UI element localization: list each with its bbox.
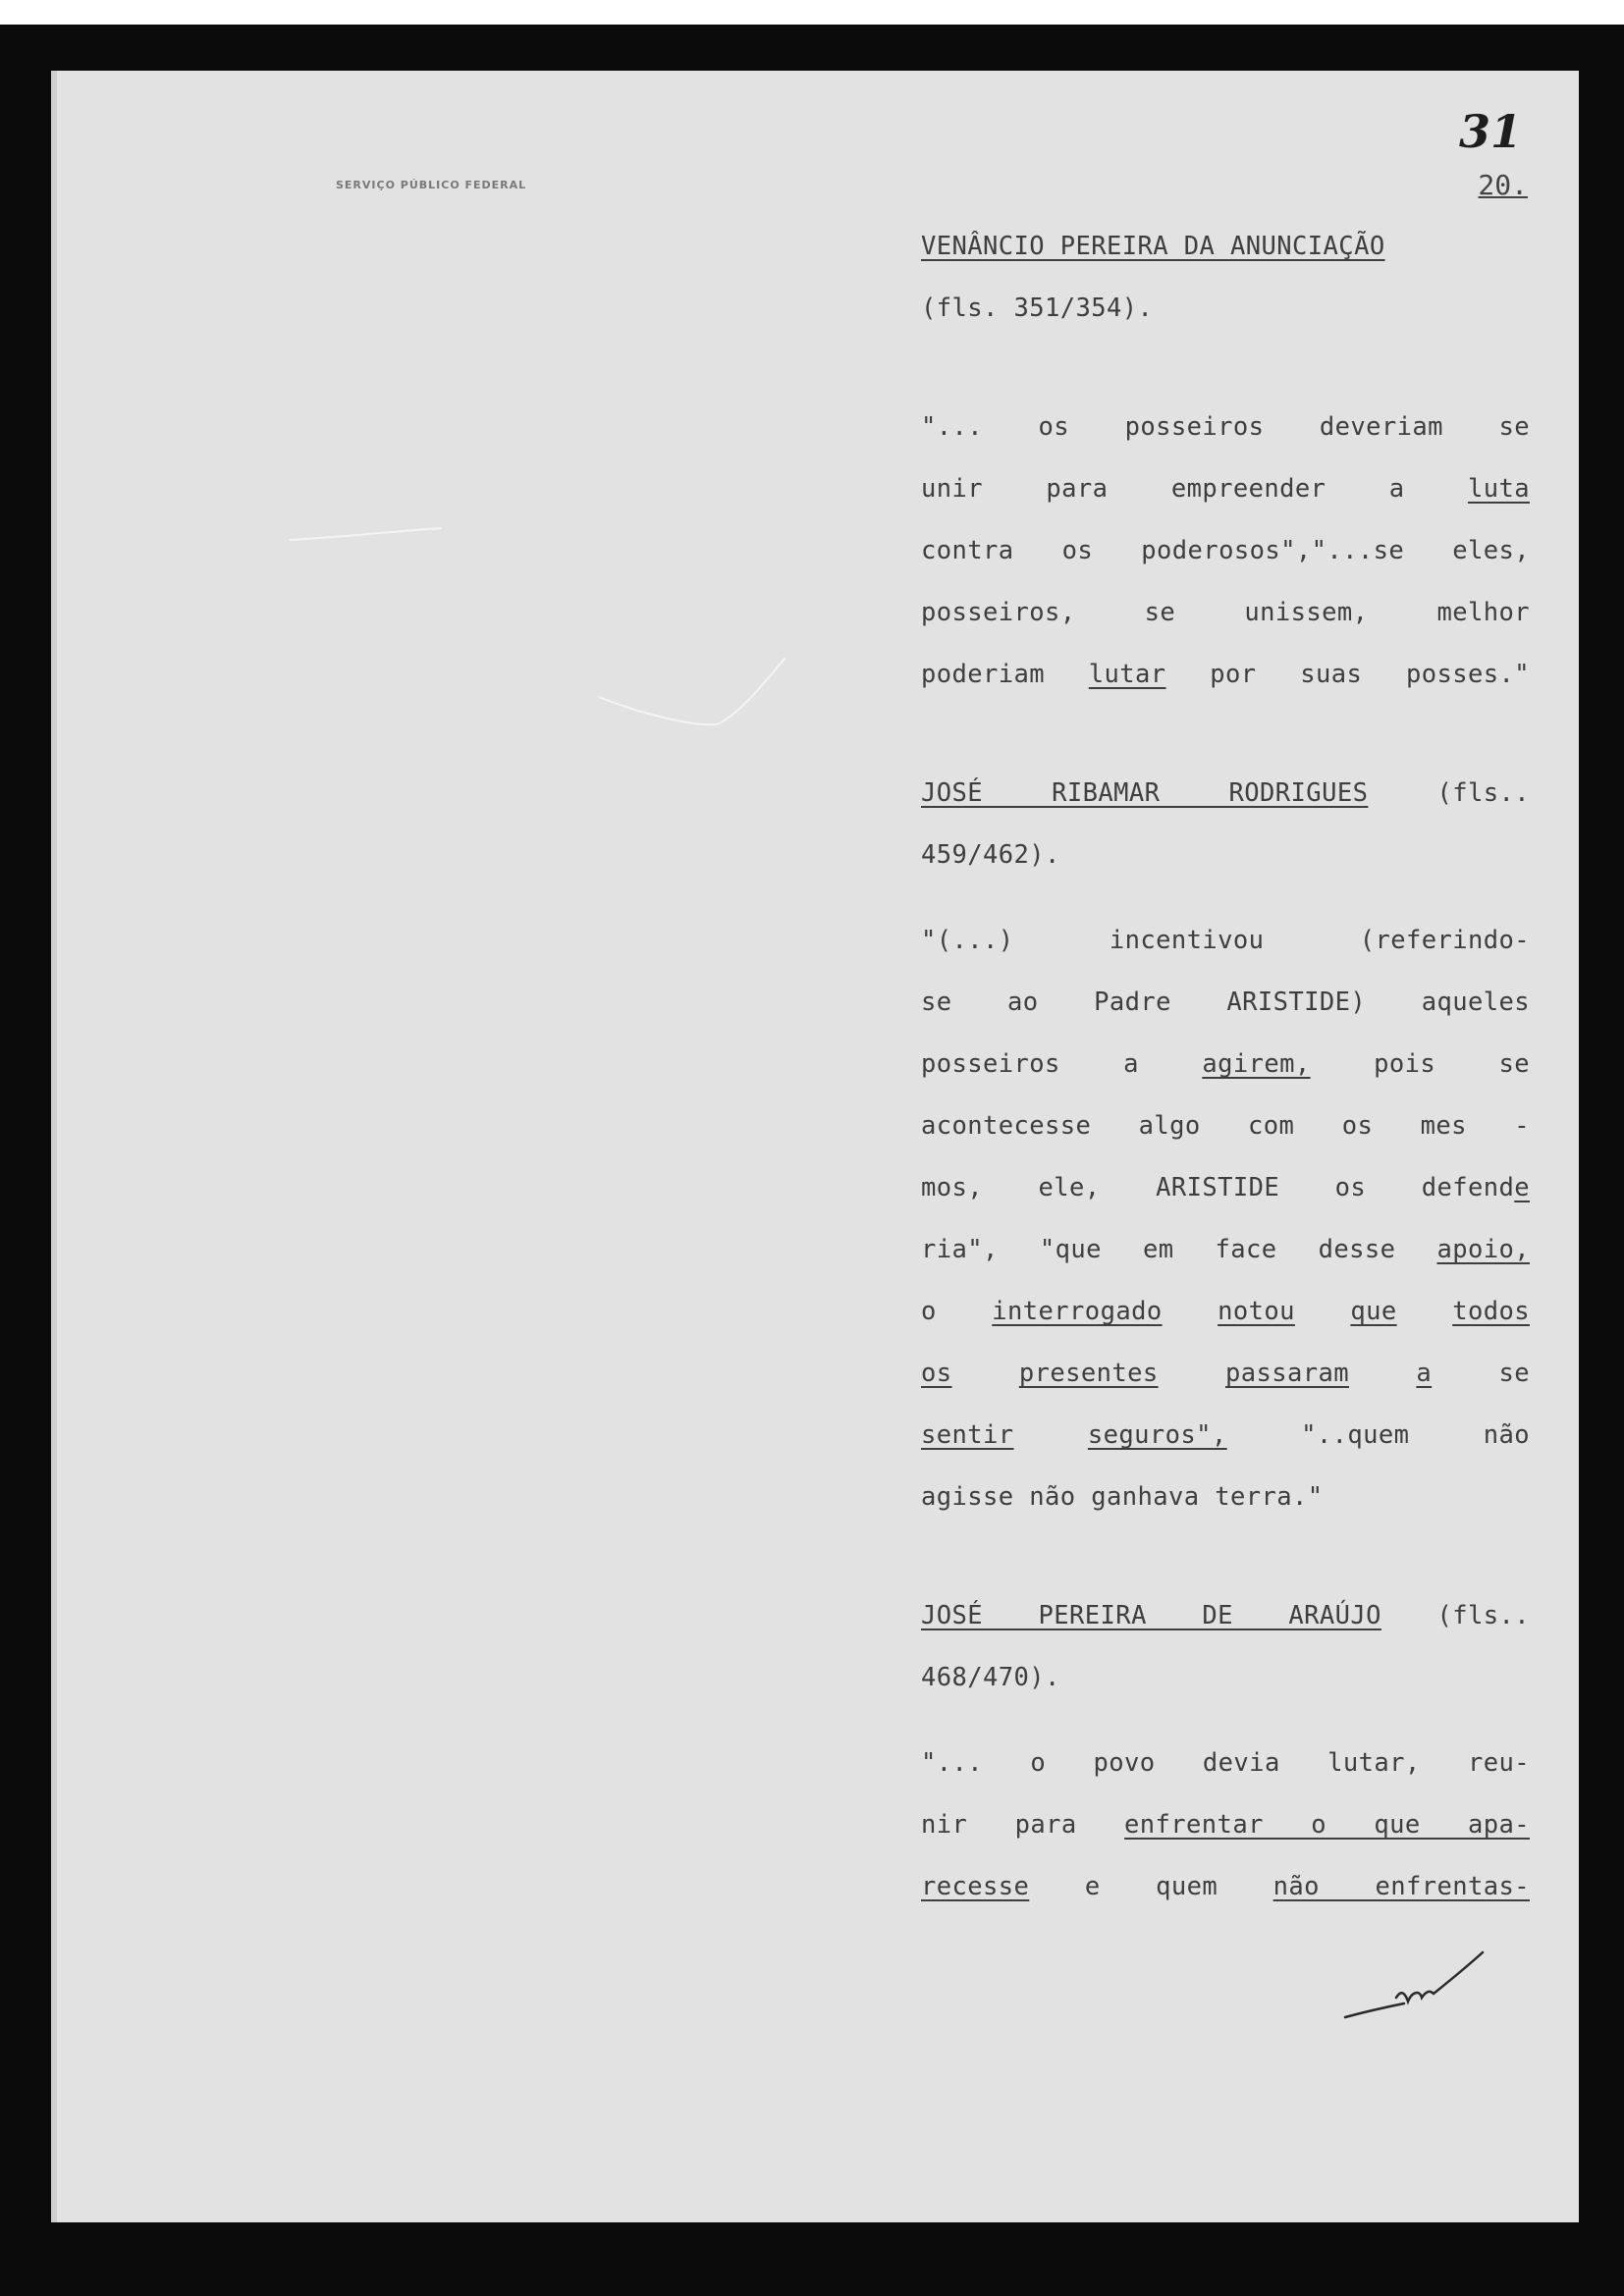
quote-line: "... os posseiros deveriam se (921, 412, 1530, 442)
quote-line: o interrogado notou que todos (921, 1297, 1530, 1326)
quote-line: recesse e quem não enfrentas- (921, 1872, 1530, 1901)
witness-reference: 468/470). (921, 1663, 1060, 1692)
witness-name-line: JOSÉ RIBAMAR RODRIGUES (fls.. (921, 778, 1530, 808)
scan-artifact (285, 520, 452, 550)
quote-line: agisse não ganhava terra." (921, 1482, 1324, 1512)
page-edge (51, 71, 57, 2222)
page-number: 20. (1478, 169, 1528, 201)
quote-line: contra os poderosos","...se eles, (921, 536, 1530, 565)
signature-initials (1335, 1949, 1512, 2037)
quote-line: se ao Padre ARISTIDE) aqueles (921, 988, 1530, 1017)
quote-line: posseiros a agirem, pois se (921, 1049, 1530, 1079)
scan-artifact (589, 648, 805, 756)
testimony-column (921, 216, 1530, 1918)
witness-block (921, 763, 1530, 1528)
witness-reference: (fls. 351/354). (921, 294, 1154, 323)
quote-line: sentir seguros", "..quem não (921, 1420, 1530, 1450)
witness-reference: 459/462). (921, 840, 1060, 870)
witness-name-line: JOSÉ PEREIRA DE ARAÚJO (fls.. (921, 1601, 1530, 1630)
quote-line: mos, ele, ARISTIDE os defende (921, 1173, 1530, 1202)
witness-name: JOSÉ PEREIRA DE ARAÚJO (921, 1601, 1381, 1630)
witness-name: JOSÉ RIBAMAR RODRIGUES (921, 778, 1369, 808)
quote-line: posseiros, se unissem, melhor (921, 598, 1530, 627)
scan-top-border (0, 0, 1624, 25)
quote-line: "(...) incentivou (referindo- (921, 926, 1530, 955)
quote-line: nir para enfrentar o que apa- (921, 1810, 1530, 1840)
quote-line: "... o povo devia lutar, reu- (921, 1748, 1530, 1778)
witness-name: VENÂNCIO PEREIRA DA ANUNCIAÇÃO (921, 232, 1385, 261)
witness-block (921, 216, 1530, 706)
quote-line: os presentes passaram a se (921, 1359, 1530, 1388)
quote-line: ria", "que em face desse apoio, (921, 1235, 1530, 1264)
quote-line: unir para empreender a luta (921, 474, 1530, 504)
witness-block (921, 1585, 1530, 1918)
folio-number: 31 (1458, 105, 1522, 158)
quote-line: acontecesse algo com os mes - (921, 1111, 1530, 1141)
header-stamp: SERVIÇO PÚBLICO FEDERAL (336, 179, 527, 191)
quote-line: poderiam lutar por suas posses." (921, 660, 1530, 689)
